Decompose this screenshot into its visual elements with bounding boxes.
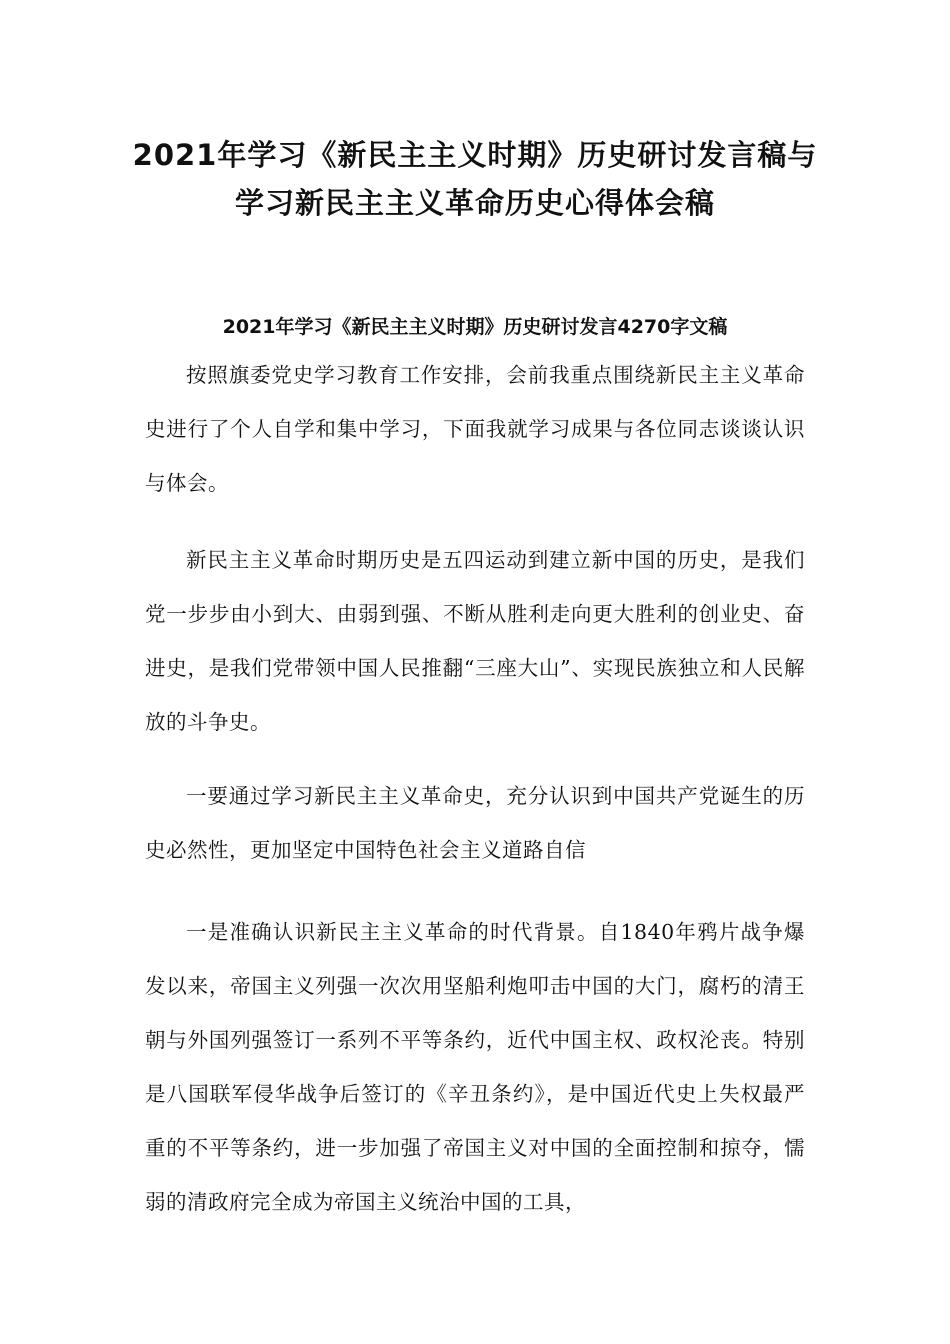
paragraph-point-one-heading: 一要通过学习新民主主义革命史，充分认识到中国共产党诞生的历史必然性，更加坚定中国特色社会主义道路自信 — [145, 784, 805, 862]
paragraph-intro: 按照旗委党史学习教育工作安排，会前我重点围绕新民主主义革命史进行了个人自学和集中学习，下面我就学习成果与各位同志谈谈认识与体会。 — [145, 363, 805, 495]
section-subtitle: 2021年学习《新民主主义时期》历史研讨发言4270字文稿 — [222, 316, 728, 338]
paragraph-history-overview: 新民主主义革命时期历史是五四运动到建立新中国的历史，是我们党一步步由小到大、由弱到强、不断从胜利走向更大胜利的创业史、奋进史，是我们党带领中国人民推翻“三座大山”、实现民族独立和人民解放的斗争史。 — [145, 548, 805, 734]
paragraph-background: 一是准确认识新民主主义革命的时代背景。自1840年鸦片战争爆发以来，帝国主义列强一次次用坚船利炮叩击中国的大门，腐朽的清王朝与外国列强签订一系列不平等条约，近代中国主权、政权沦丧。特别是八国联军侵华战争后签订的《辛丑条约》，是中国近代史上失权最严重的不平等条约，进一步加强了帝国主义对中国的全面控制和掠夺，懦弱的清政府完全成为帝国主义统治中国的工具， — [145, 920, 805, 1214]
document-title-line-2: 学习新民主主义革命历史心得体会稿 — [234, 186, 715, 220]
document-title-line-1: 2021年学习《新民主主义时期》历史研讨发言稿与 — [132, 138, 818, 172]
